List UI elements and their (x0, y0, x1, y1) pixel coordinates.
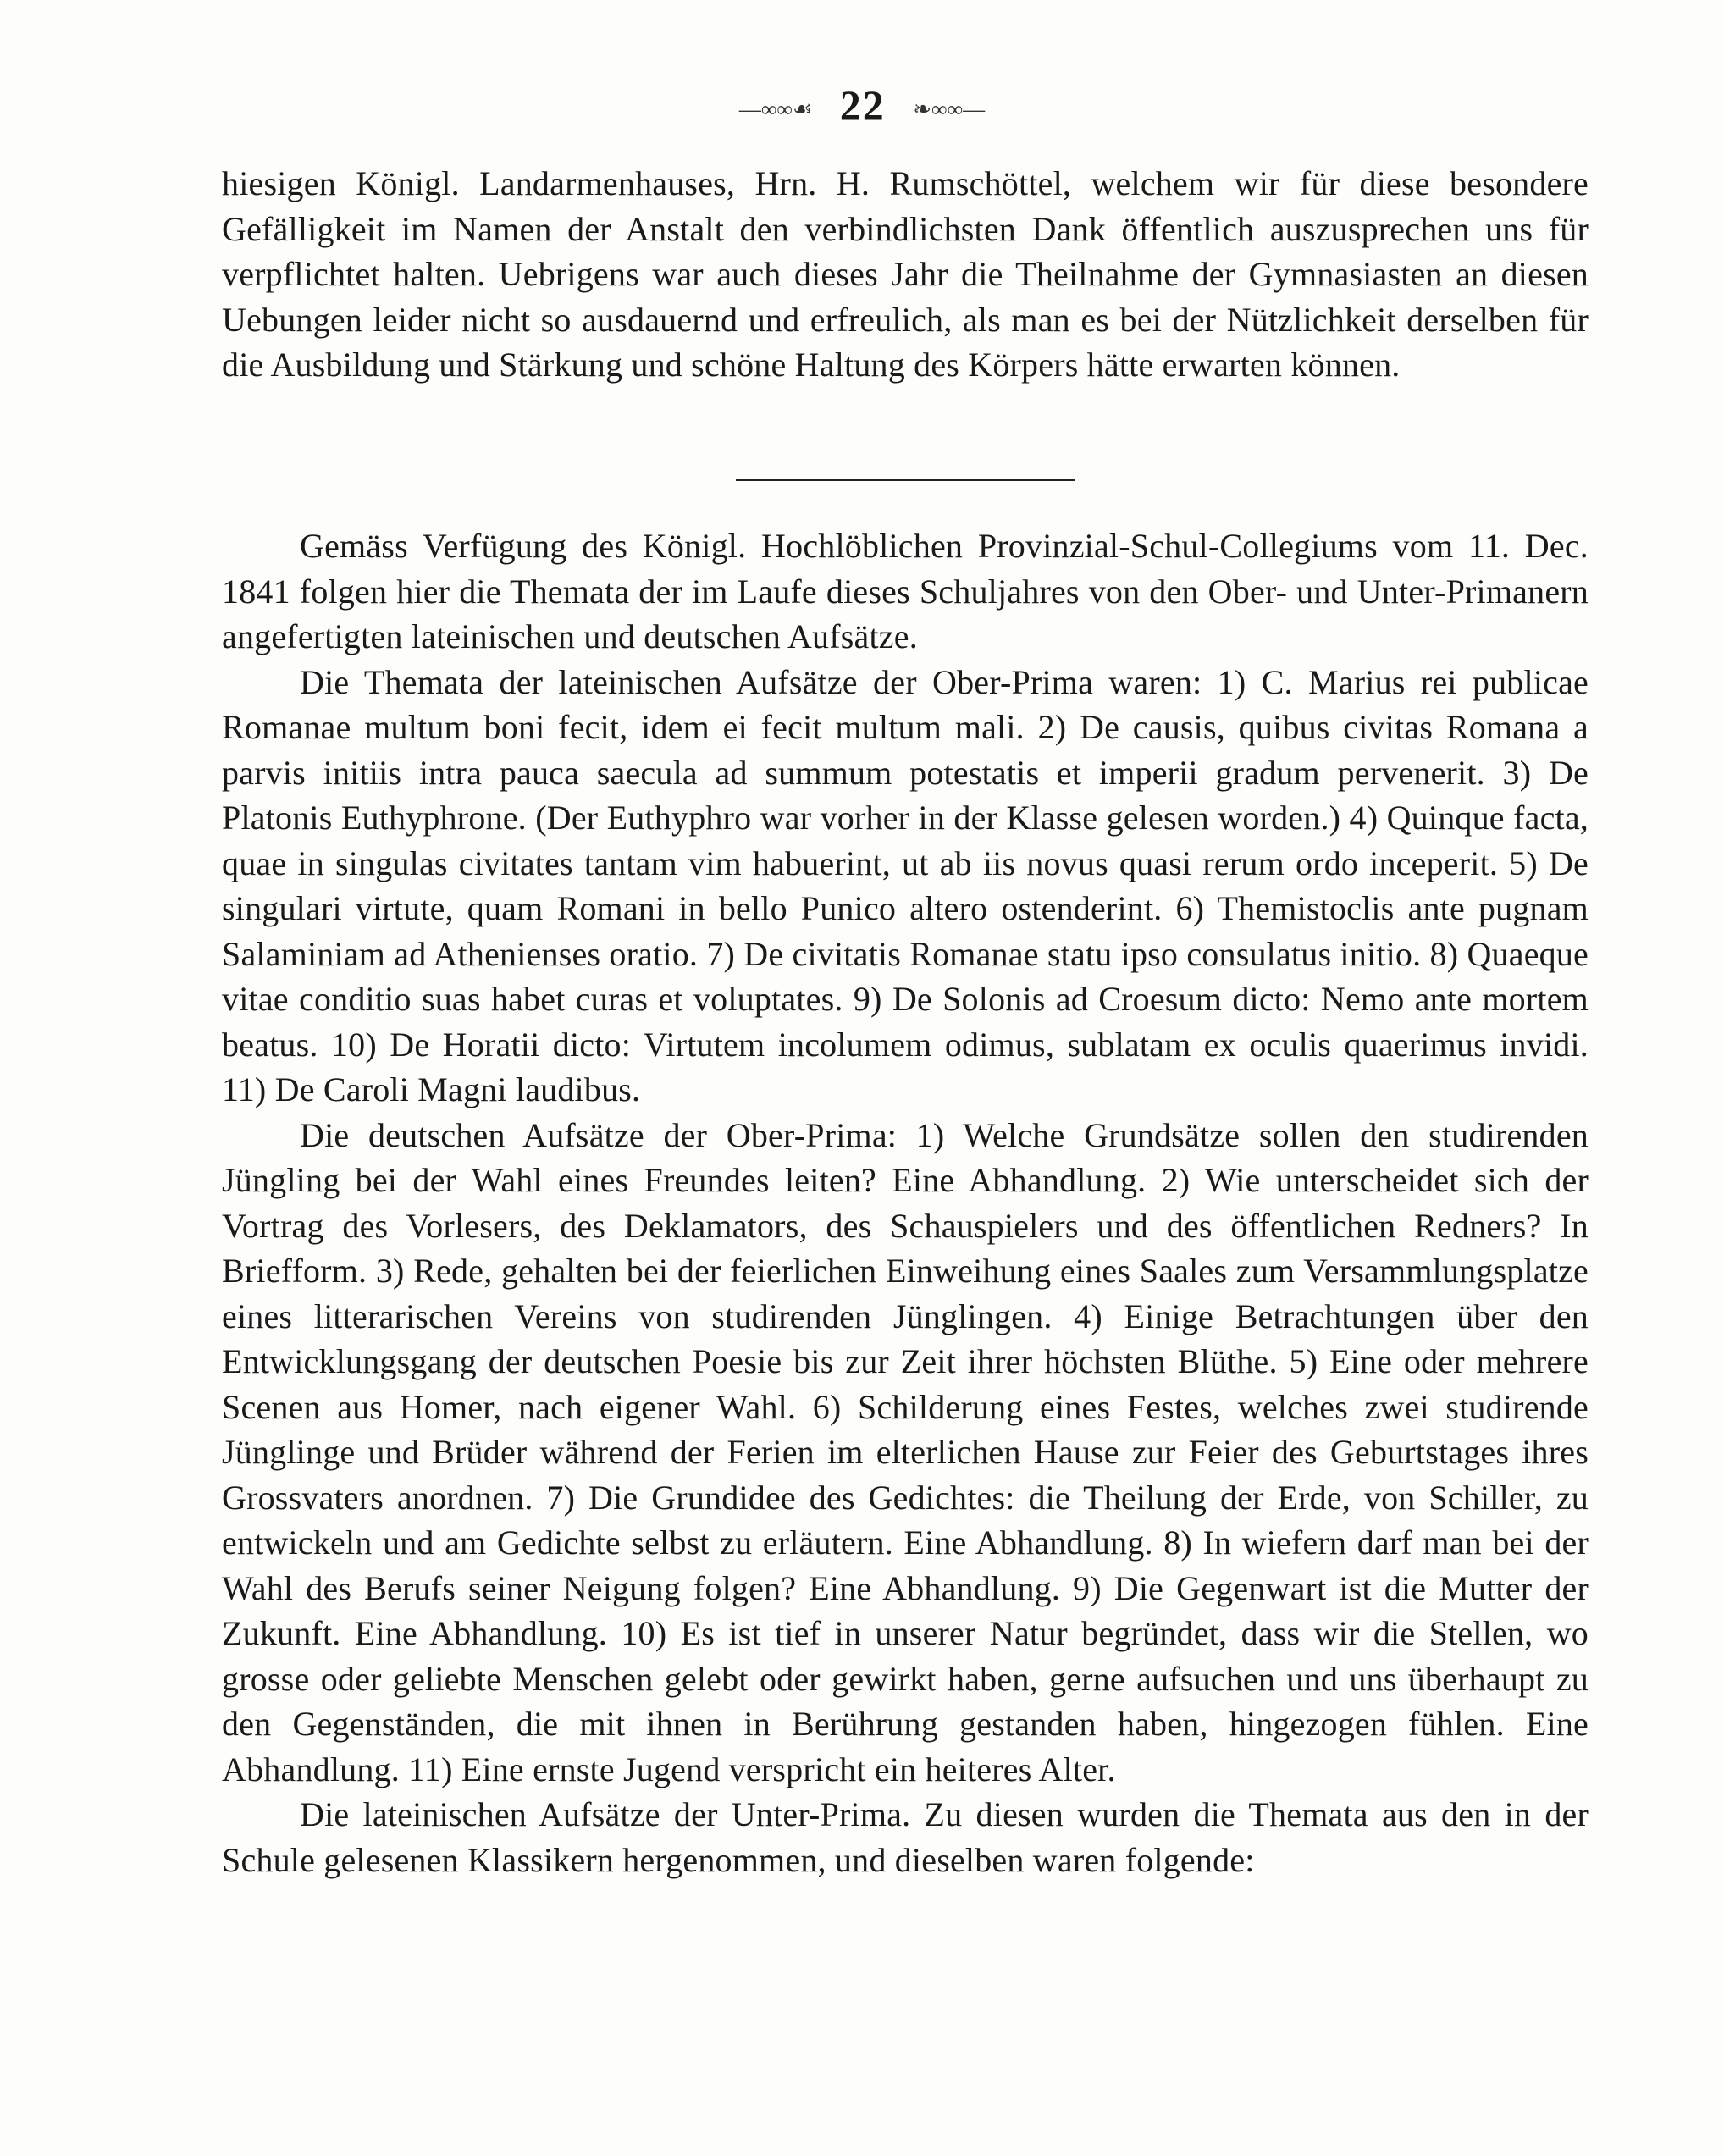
paragraph-gymnastics-continued: hiesigen Königl. Landarmenhauses, Hrn. H. Rumschöttel, welchem wir für diese besondere Gefälligkeit im Namen der Anstalt den verbindlichsten Dank öffentlich auszusprechen uns für verpflichtet halten. Uebrigens war auch dieses Jahr die Theilnahme der Gymnasiasten an diesen Uebungen leider nicht so ausdauernd und erfreulich, als man es bei der Nützlichkeit derselben für die Ausbildung und Stärkung und schöne Haltung des Körpers hätte erwarten können. (222, 164, 1589, 384)
page-number: 22 (839, 81, 886, 129)
page-header (0, 80, 1724, 130)
header-ornament-left: —∞∞☙ (738, 97, 813, 122)
paragraph-latin-ober-prima: Die Themata der lateinischen Aufsätze der Ober-Prima waren: 1) C. Marius rei publicae Romanae multum boni fecit, idem ei fecit multum mali. 2) De causis, quibus civitas Romana a parvis initiis intra pauca saecula ad summum potestatis et imperii gradum pervenerit. 3) De Platonis Euthyphrone. (Der Euthyphro war vorher in der Klasse gelesen worden.) 4) Quinque facta, quae in singulas civitates tantam vim habuerint, ut ab iis novus quasi rerum ordo inceperit. 5) De singulari virtute, quam Romani in bello Punico altero ostenderint. 6) Themistoclis ante pugnam Salaminiam ad Athenienses oratio. 7) De civitatis Romanae statu ipso consulatus initio. 8) Quaeque vitae conditio suas habet curas et voluptates. 9) De Solonis ad Croesum dicto: Nemo ante mortem beatus. 10) De Horatii dicto: Virtutem incolumem odimus, sublatam ex oculis quaerimus invidi. 11) De Caroli Magni laudibus. (222, 662, 1589, 1108)
paragraph-decree: Gemäss Verfügung des Königl. Hochlöblichen Provinzial-Schul-Collegiums vom 11. Dec. 1841 folgen hier die Themata der im Laufe dieses Schuljahres von den Ober- und Unter-Primanern angefertigten lateinischen und deutschen Aufsätze. (222, 527, 1589, 655)
section-divider-rule (736, 479, 1075, 481)
header-ornament-right: ❧∞∞— (913, 97, 986, 122)
text-block-themata (222, 523, 1589, 1882)
paragraph-german-ober-prima: Die deutschen Aufsätze der Ober-Prima: 1) Welche Grundsätze sollen den studirenden Jüngling bei der Wahl eines Freundes leiten? Eine Abhandlung. 2) Wie unterscheidet sich der Vortrag des Vorlesers, des Deklamators, des Schauspielers und des öffentlichen Redners? In Briefform. 3) Rede, gehalten bei der feierlichen Einweihung eines Saales zum Versammlungsplatze eines litterarischen Vereins von studirenden Jünglingen. 4) Einige Betrachtungen über den Entwicklungsgang der deutschen Poesie bis zur Zeit ihrer höchsten Blüthe. 5) Eine oder mehrere Scenen aus Homer, nach eigener Wahl. 6) Schilderung eines Festes, welches zwei studirende Jünglinge und Brüder während der Ferien im elterlichen Hause zur Feier des Geburtstages ihres Grossvaters anordnen. 7) Die Grundidee des Gedichtes: die Theilung der Erde, von Schiller, zu entwickeln und am Gedichte selbst zu erläutern. Eine Abhandlung. 8) In wiefern darf man bei der Wahl des Berufs seiner Neigung folgen? Eine Abhandlung. 9) Die Gegenwart ist die Mutter der Zukunft. Eine Abhandlung. 10) Es ist tief in unserer Natur begründet, dass wir die Stellen, wo grosse oder geliebte Menschen gelebt oder gewirkt haben, gerne aufsuchen und uns überhaupt zu den Gegenständen, die mit ihnen in Berührung gestanden haben, hingezogen fühlen. Eine Abhandlung. 11) Eine ernste Jugend verspricht ein heiteres Alter. (222, 1115, 1589, 1788)
paragraph-latin-unter-prima: Die lateinischen Aufsätze der Unter-Prima. Zu diesen wurden die Themata aus den in der Schule gelesenen Klassikern hergenommen, und dieselben waren folgende: (222, 1795, 1589, 1879)
text-block-top (222, 161, 1589, 388)
